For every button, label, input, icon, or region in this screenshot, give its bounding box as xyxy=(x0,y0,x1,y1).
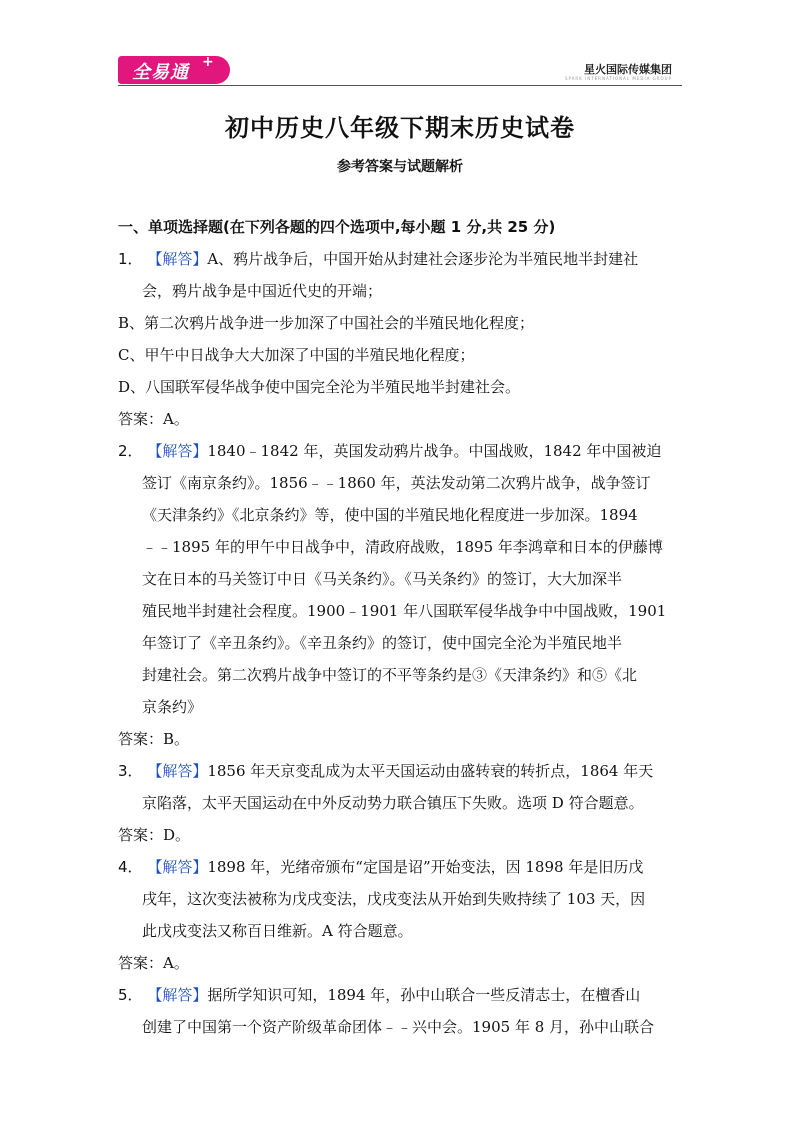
answer-tag: 【解答】 xyxy=(147,986,208,1004)
answer-text-line: 签订《南京条约》。1856﹣﹣1860 年，英法发动第二次鸦片战争，战争签订 xyxy=(142,474,651,492)
answer-text: 1898 年，光绪帝颁布“定国是诏”开始变法，因 1898 年是旧历戊 xyxy=(207,858,644,876)
page-title: 初中历史八年级下期末历史试卷 xyxy=(225,113,575,142)
answer-text: A、鸦片战争后，中国开始从封建社会逐步沦为半殖民地半封建社 xyxy=(207,250,639,268)
answer-text-line: 《天津条约》《北京条约》等，使中国的半殖民地化程度进一步加深。1894 xyxy=(142,506,638,524)
answer-text-line: 殖民地半封建社会程度。1900﹣1901 年八国联军侵华战争中中国战败，1901 xyxy=(142,602,667,620)
answer-content xyxy=(118,211,684,1043)
answer-text-line: 京陷落，太平天国运动在中外反动势力联合镇压下失败。选项 D 符合题意。 xyxy=(142,794,644,812)
answer-tag: 【解答】 xyxy=(147,250,208,268)
answer-text-line: ﹣﹣1895 年的甲午中日战争中，清政府战败，1895 年李鸿章和日本的伊藤博 xyxy=(142,538,663,556)
answer-result: 答案：A。 xyxy=(118,954,189,972)
answer-text-line: 年签订了《辛丑条约》。《辛丑条约》的签订，使中国完全沦为半殖民地半 xyxy=(142,634,623,652)
question-4-first-line xyxy=(118,851,684,883)
section-heading: 一、单项选择题(在下列各题的四个选项中,每小题 1 分,共 25 分) xyxy=(118,218,556,236)
answer-text-line: 创建了中国第一个资产阶级革命团体﹣﹣兴中会。1905 年 8 月，孙中山联合 xyxy=(142,1018,655,1036)
company-name: 星火国际传媒集团 xyxy=(584,63,672,76)
answer-text-line: 戌年，这次变法被称为戊戌变法，戊戌变法从开始到失败持续了 103 天，因 xyxy=(142,890,646,908)
answer-text-line: 会，鸦片战争是中国近代史的开端； xyxy=(142,282,383,300)
question-number: 5． xyxy=(118,986,143,1004)
answer-tag: 【解答】 xyxy=(147,858,208,876)
answer-text-line: 京条约》 xyxy=(142,698,203,716)
company-subtitle: SPARK INTERNATIONAL MEDIA GROUP xyxy=(564,76,672,81)
answer-text: 据所学知识可知，1894 年，孙中山联合一些反清志士，在檀香山 xyxy=(207,986,641,1004)
question-number: 3． xyxy=(118,762,143,780)
logo-text: 全易通 xyxy=(132,62,189,83)
answer-text-line: D、八国联军侵华战争使中国完全沦为半殖民地半封建社会。 xyxy=(118,378,521,396)
answer-result: 答案：A。 xyxy=(118,410,189,428)
question-5-first-line xyxy=(118,979,684,1011)
logo-plus-icon: + xyxy=(202,54,214,70)
question-number: 1． xyxy=(118,250,143,268)
page-subtitle: 参考答案与试题解析 xyxy=(337,159,463,175)
answer-tag: 【解答】 xyxy=(147,762,208,780)
question-2-first-line xyxy=(118,435,684,467)
question-3-first-line xyxy=(118,755,684,787)
answer-result: 答案：B。 xyxy=(118,730,190,748)
answer-result: 答案：D。 xyxy=(118,826,191,844)
answer-text: 1856 年天京变乱成为太平天国运动由盛转衰的转折点，1864 年天 xyxy=(207,762,654,780)
answer-tag: 【解答】 xyxy=(147,442,208,460)
answer-text-line: C、甲午中日战争大大加深了中国的半殖民地化程度； xyxy=(118,346,475,364)
question-number: 2． xyxy=(118,442,143,460)
answer-text-line: B、第二次鸦片战争进一步加深了中国社会的半殖民地化程度； xyxy=(118,314,535,332)
answer-text: 1840﹣1842 年，英国发动鸦片战争。中国战败，1842 年中国被迫 xyxy=(207,442,662,460)
question-1-first-line xyxy=(118,243,684,275)
answer-text-line: 此戊戌变法又称百日维新。A 符合题意。 xyxy=(142,922,413,940)
header-divider xyxy=(118,85,682,86)
answer-text-line: 文在日本的马关签订中日《马关条约》。《马关条约》的签订，大大加深半 xyxy=(142,570,623,588)
question-number: 4． xyxy=(118,858,143,876)
answer-text-line: 封建社会。第二次鸦片战争中签订的不平等条约是③《天津条约》和⑤《北 xyxy=(142,666,638,684)
